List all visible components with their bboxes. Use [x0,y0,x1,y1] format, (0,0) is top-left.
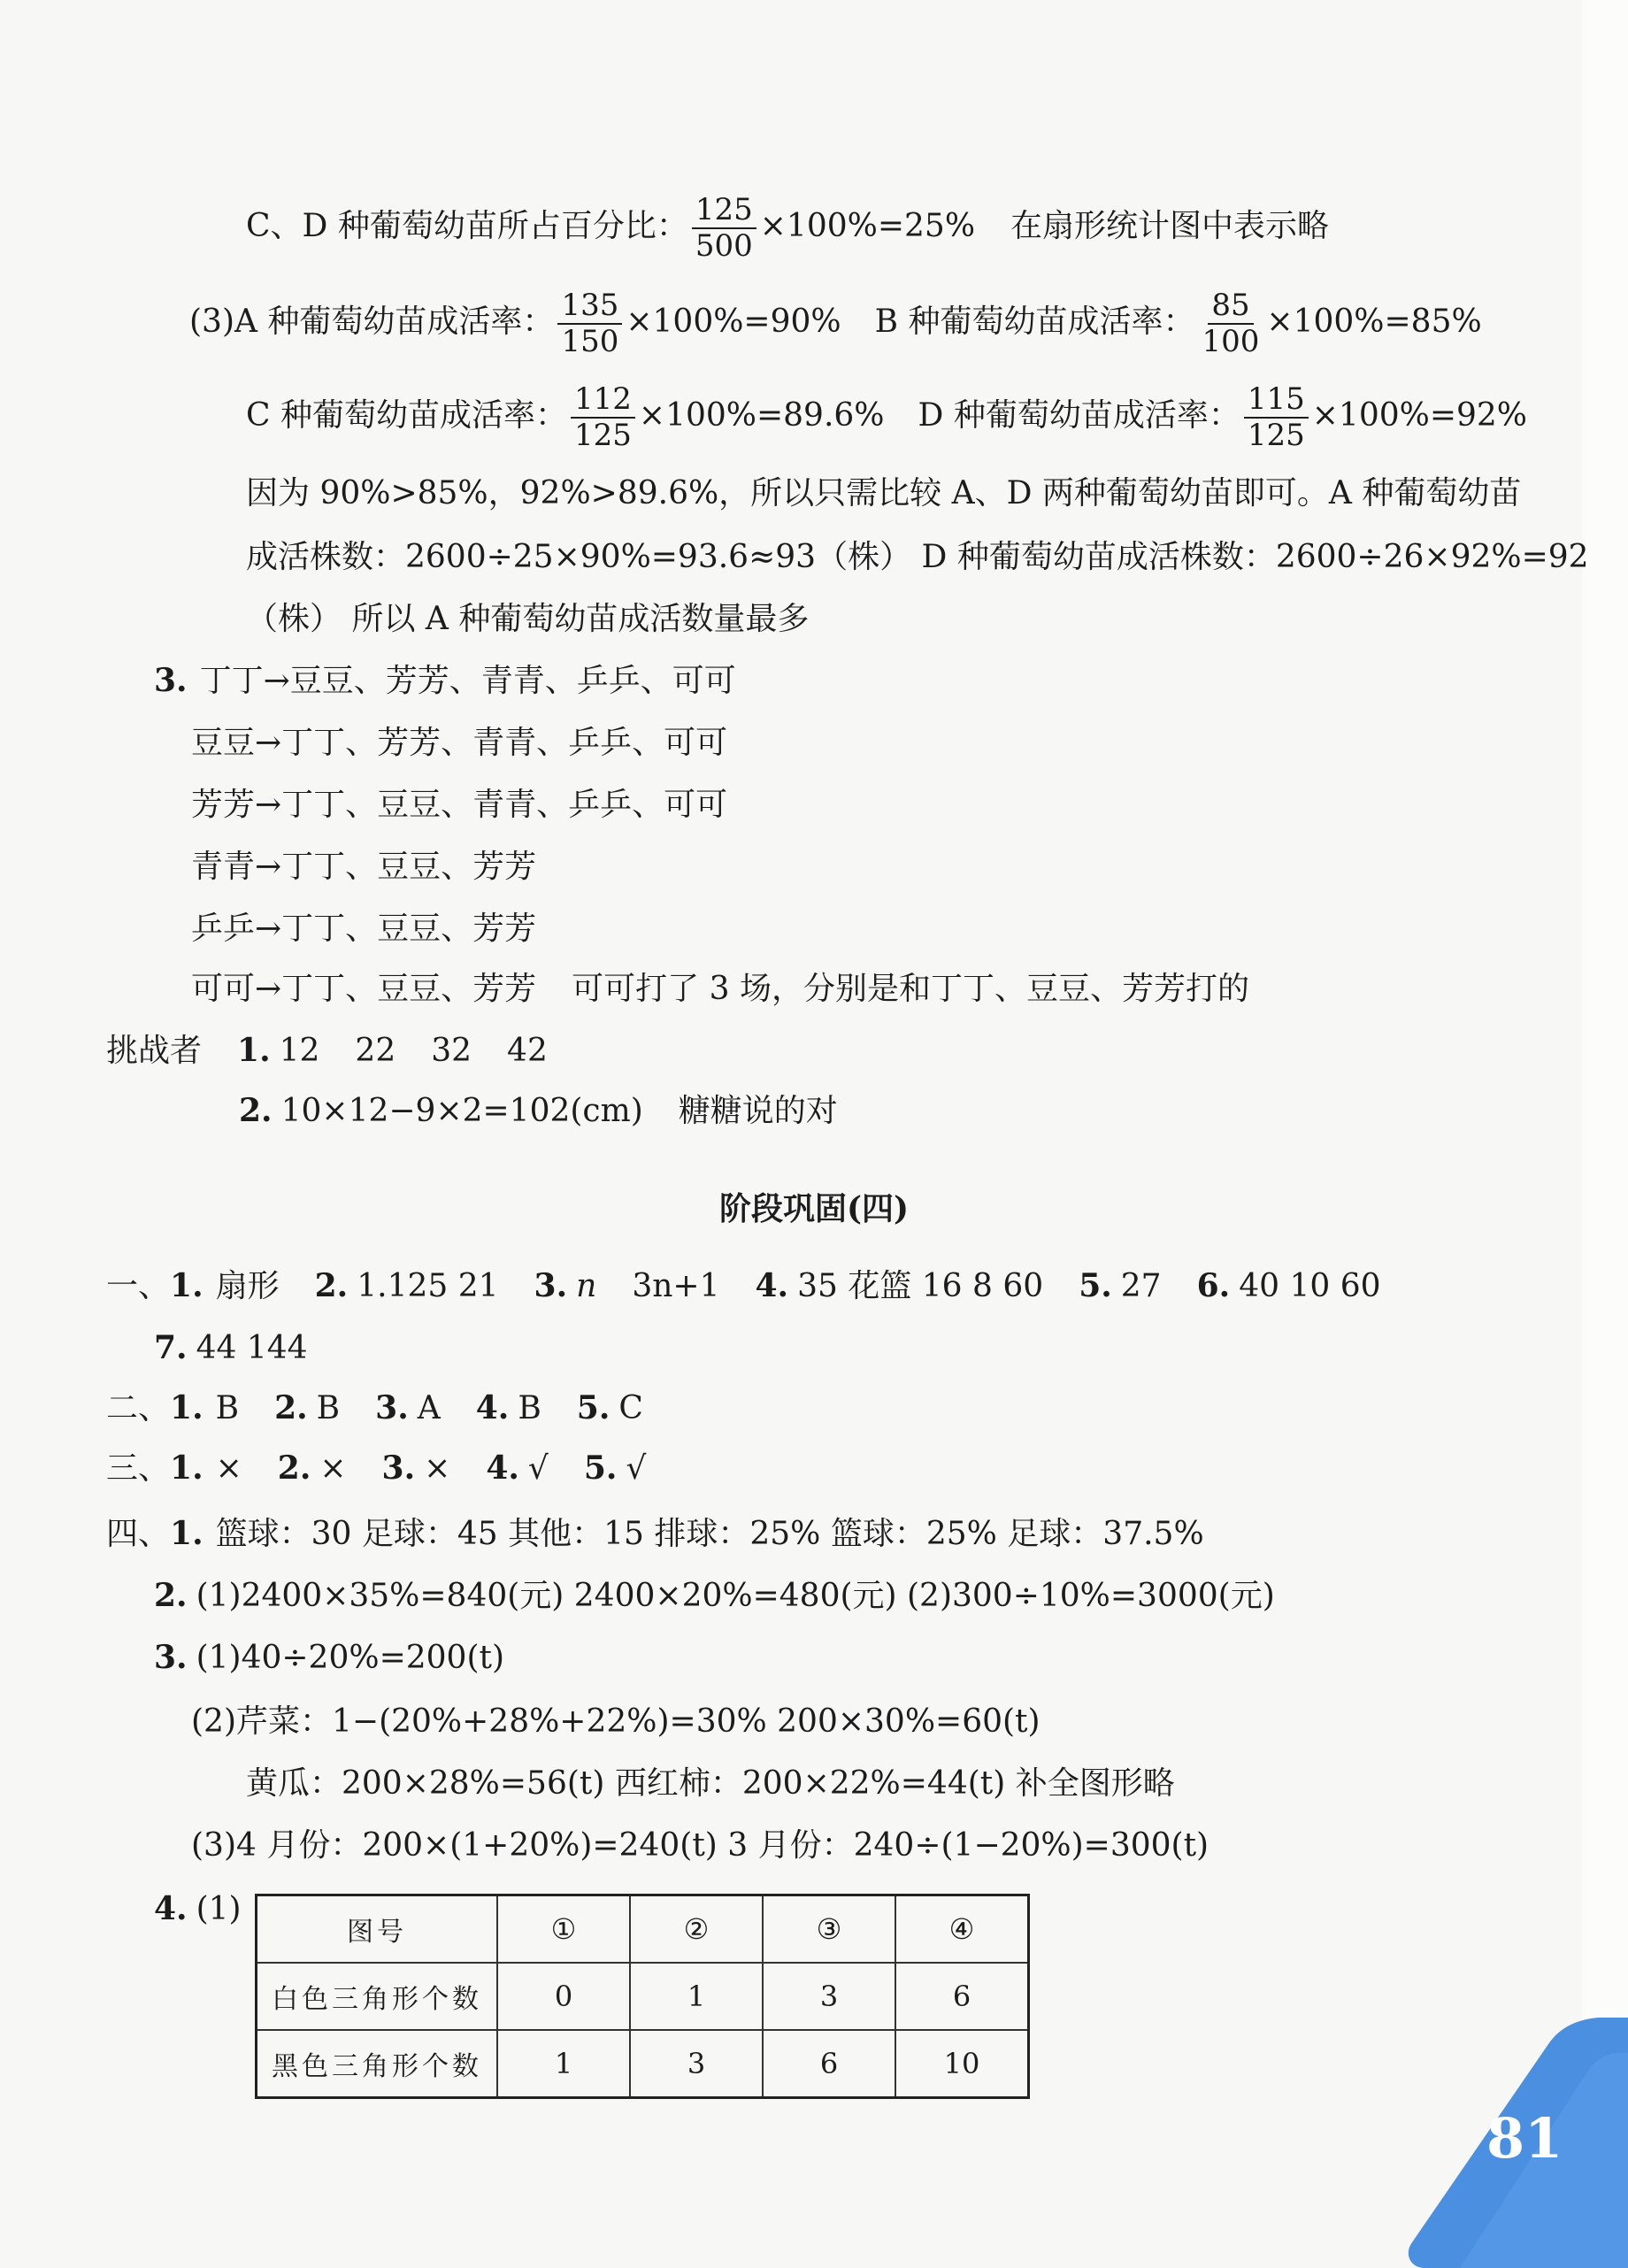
challenge-line: 2. 10×12−9×2=102(cm) 糖糖说的对 [239,1092,838,1129]
match-line: 丁丁→豆豆、芳芳、青青、乒乒、可可 [199,663,736,699]
table-row [257,1963,1029,2030]
fraction: $\frac{85}{100}$ [1202,288,1260,360]
answer-line: (3)A 种葡萄幼苗成活率： $\frac{135}{150}$ ×100%=90% B 种葡萄幼苗成活率： $\frac{85}{100}$ ×100%=85% [189,288,1482,360]
answer-line: 二、1. B 2. B 3. A 4. B 5. C [106,1389,643,1426]
fraction: $\frac{125}{500}$ [692,193,756,264]
match-line: 青青→丁丁、豆豆、芳芳 [191,849,537,885]
answer-line: 四、1. 篮球：30 足球：45 其他：15 排球：25% 篮球：25% 足球：37.5% [106,1515,1204,1552]
table-cell: 图号 [257,1895,498,1964]
answer-line: 2. (1)2400×35%=840(元) 2400×20%=480(元) (2)300÷10%=3000(元) [154,1577,1275,1614]
table-cell: 1 [497,2030,630,2098]
challenge-line: 挑战者 1. 12 22 32 42 [106,1032,548,1069]
answer-line: 3. 丁丁→豆豆、芳芳、青青、乒乒、可可 [154,662,736,699]
answer-line: C、D 种葡萄幼苗所占百分比： $\frac{125}{500}$ ×100%=25% 在扇形统计图中表示略 [246,192,1330,265]
answer-line: 7. 44 144 [154,1329,308,1366]
fraction: $\frac{112}{125}$ [571,382,635,453]
pattern-table [255,1894,1030,2099]
section-title: 阶段巩固(四) [718,1190,910,1227]
table-cell: 0 [497,1963,630,2030]
answer-line: （株） 所以 A 种葡萄幼苗成活数量最多 [246,601,810,637]
page-edge [1582,0,1628,2268]
answer-line: 三、1. × 2. × 3. × 4. √ 5. √ [106,1449,647,1487]
table-cell: ① [497,1895,630,1964]
table-cell: ② [630,1895,763,1964]
answer-line: 黄瓜：200×28%=56(t) 西红柿：200×22%=44(t) 补全图形略 [246,1765,1175,1802]
answer-line: 因为 90%>85%，92%>89.6%，所以只需比较 A、D 两种葡萄幼苗即可。A 种葡萄幼苗 [246,475,1522,511]
table-cell: 10 [895,2030,1029,2098]
table-cell: 3 [630,2030,763,2098]
answer-line: 一、1. 扇形 2. 1.125 21 3. n 3n+1 4. 35 花篮 16 8 60 5. 27 6. 40 10 60 [106,1267,1381,1304]
table-cell: 6 [895,1963,1029,2030]
answer-line: C 种葡萄幼苗成活率： $\frac{112}{125}$ ×100%=89.6% D 种葡萄幼苗成活率： $\frac{115}{125}$ ×100%=92% [246,381,1528,454]
table-cell: 1 [630,1963,763,2030]
match-line: 豆豆→丁丁、芳芳、青青、乒乒、可可 [191,725,728,761]
table-cell: 黑色三角形个数 [257,2030,498,2098]
answer-line: (2)芹菜：1−(20%+28%+22%)=30% 200×30%=60(t) [191,1703,1041,1740]
page-number: 81 [1486,2106,1563,2171]
fraction: $\frac{135}{150}$ [557,288,622,359]
answer-line: 4. (1) [154,1890,242,1927]
table-cell: 6 [763,2030,895,2098]
table-cell: 3 [763,1963,895,2030]
table-row [257,2030,1029,2098]
match-line: 乒乒→丁丁、豆豆、芳芳 [191,911,537,947]
match-line: 芳芳→丁丁、豆豆、青青、乒乒、可可 [191,787,728,823]
table-row [257,1895,1029,1964]
answer-line: (3)4 月份：200×(1+20%)=240(t) 3 月份：240÷(1−20%)=300(t) [191,1827,1209,1864]
table-cell: ③ [763,1895,895,1964]
table-cell: 白色三角形个数 [257,1963,498,2030]
answer-line: 成活株数：2600÷25×90%=93.6≈93（株） D 种葡萄幼苗成活株数：2600÷26×92%=92 [246,539,1589,575]
fraction: $\frac{115}{125}$ [1244,382,1309,453]
answer-line: 3. (1)40÷20%=200(t) [154,1639,505,1676]
match-line: 可可→丁丁、豆豆、芳芳 可可打了 3 场，分别是和丁丁、豆豆、芳芳打的 [191,971,1249,1007]
table-cell: ④ [895,1895,1029,1964]
